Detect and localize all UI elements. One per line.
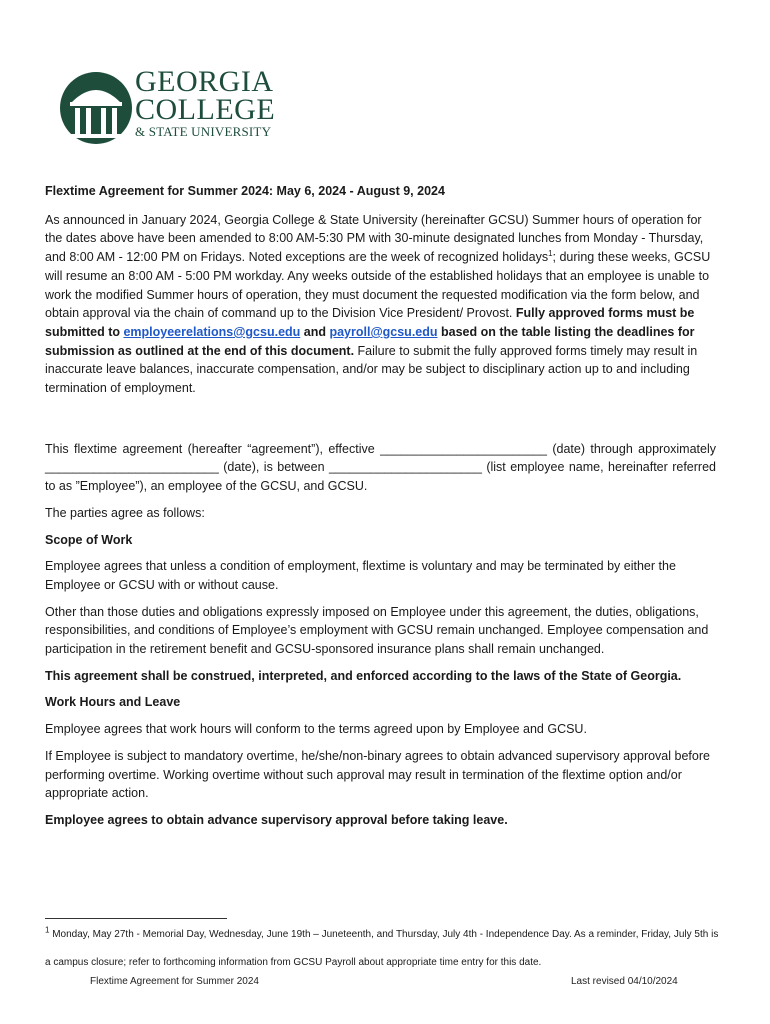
intro-bold-and: and [300, 324, 330, 339]
agreement-paragraph: This flextime agreement (hereafter “agreement”), effective ________________________ (date) through approximately _________________________ (date), is between ______________________ (list employee name, hereinafter referred to as ”Employee”), an employee of the GCSU, and GCSU. [45, 441, 716, 494]
intro-text-a: As announced in January 2024, Georgia College & State University (hereinafter GCSU) Summer hours of operation for the dates above have been amended to 8:00 AM-5:30 PM with 30-minute designated lunches from Monday - Thursday, and 8:00 AM - 12:00 PM on Fridays. Noted exceptions are the week of recognized holidays [45, 212, 704, 265]
footnote-marker: 1 [45, 925, 50, 935]
logo-line-state-university: & STATE UNIVERSITY [135, 124, 272, 139]
scope-paragraph-1: Employee agrees that unless a condition of employment, flextime is voluntary and may be terminated by either the Employee or GCSU with or without cause. [45, 559, 676, 592]
parties-statement: The parties agree as follows: [45, 505, 205, 520]
gcsu-logo [58, 66, 290, 146]
document-body [45, 182, 716, 830]
email-link-employee-relations[interactable]: employeerelations@gcsu.edu [123, 324, 301, 339]
footer-document-title: Flextime Agreement for Summer 2024 [90, 976, 259, 987]
scope-paragraph-2: Other than those duties and obligations expressly imposed on Employee under this agreement, the duties, obligations, responsibilities, and conditions of Employee’s employment with GCSU remain unchanged. Employee compensation and participation in the retirement benefit and GCSU-sponsored insurance plans shall remain unchanged. [45, 604, 709, 657]
footnote-text: Monday, May 27th - Memorial Day, Wednesday, June 19th – Juneteenth, and Thursday, July 4th - Independence Day. As a reminder, Friday, July 5th is a campus closure; refer to forthcoming information from GCSU Payroll about appropriate time entry for this date. [45, 929, 719, 968]
governing-law-statement: This agreement shall be construed, interpreted, and enforced according to the laws of the State of Georgia. [45, 668, 682, 683]
intro-paragraph [45, 211, 716, 398]
intro-text-b: ; during these weeks, GCSU will resume an 8:00 AM - 5:00 PM workday. Any weeks outside of the established holidays that an employee is unable to work the modified Summer hours of operation, they must document the requested modification via the form below, and obtain approval via the chain of command up to the Division Vice President/ Provost. [45, 250, 711, 321]
footer-revision-date: Last revised 04/10/2024 [571, 976, 678, 987]
logo-line-college: COLLEGE [135, 93, 276, 126]
logo-wordmark [135, 65, 276, 140]
footnote-separator [45, 918, 227, 919]
email-link-payroll[interactable]: payroll@gcsu.edu [329, 324, 438, 339]
intro-bold-b: based on the table listing the deadlines for submission as outlined at the end of this document. [45, 324, 695, 358]
footnote [45, 921, 725, 977]
work-hours-paragraph-1: Employee agrees that work hours will conform to the terms agreed upon by Employee and GCSU. [45, 722, 587, 737]
columns-emblem-icon [58, 66, 134, 146]
intro-text-c: Failure to submit the fully approved forms timely may result in inaccurate leave balances, inaccurate compensation, and/or may be subject to disciplinary action up to and including termination of employment. [45, 343, 698, 396]
leave-approval-statement: Employee agrees to obtain advance supervisory approval before taking leave. [45, 812, 508, 827]
intro-bold-a: Fully approved forms must be submitted to [45, 306, 695, 339]
footnote-reference[interactable]: 1 [548, 248, 553, 258]
logo-line-georgia: GEORGIA [135, 65, 274, 98]
work-hours-heading: Work Hours and Leave [45, 695, 181, 710]
scope-of-work-heading: Scope of Work [45, 532, 133, 547]
document-title: Flextime Agreement for Summer 2024: May 6, 2024 - August 9, 2024 [45, 184, 445, 198]
work-hours-paragraph-2: If Employee is subject to mandatory overtime, he/she/non-binary agrees to obtain advanced supervisory approval before performing overtime. Working overtime without such approval may result in termination of the flextime option and/or appropriate action. [45, 748, 710, 801]
